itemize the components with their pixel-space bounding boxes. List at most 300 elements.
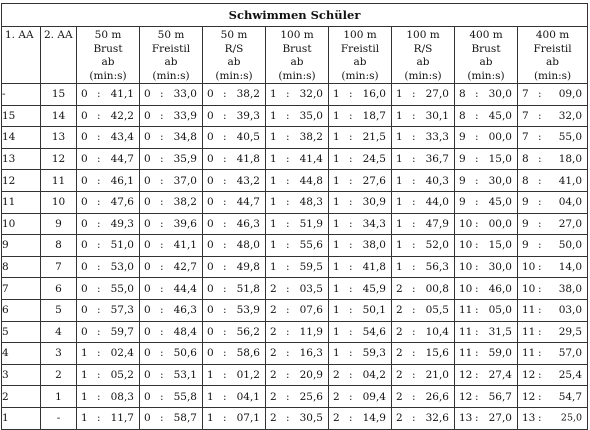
minutes-value: 7 (522, 131, 529, 144)
table-row (2, 148, 588, 170)
time-cell (392, 256, 455, 278)
second-aa-cell: 2 (41, 364, 77, 386)
minutes-value: 2 (396, 369, 403, 382)
seconds-value: 52,0 (425, 239, 449, 252)
minutes-value: 10 (522, 282, 536, 295)
minutes-value: 0 (144, 304, 151, 317)
minutes-value: 1 (333, 88, 340, 101)
seconds-value: 29,5 (558, 325, 583, 338)
time-cell (455, 127, 518, 149)
seconds-value: 42,2 (110, 109, 134, 122)
minutes-value: 0 (144, 261, 151, 274)
seconds-value: 36,7 (425, 153, 449, 166)
time-cell (266, 364, 329, 386)
seconds-value: 45,0 (488, 109, 512, 122)
minutes-value: 11 (522, 304, 536, 317)
time-cell (518, 256, 588, 278)
seconds-value: 16,3 (299, 347, 323, 360)
time-cell (518, 321, 588, 343)
seconds-value: 51,8 (236, 282, 260, 295)
time-separator: : (412, 174, 416, 187)
column-header-line: (min:s) (341, 69, 379, 82)
time-separator: : (412, 239, 416, 252)
time-separator: : (412, 347, 416, 360)
time-separator: : (97, 282, 101, 295)
column-header-line: 400 m (469, 29, 503, 41)
column-header (2, 27, 41, 84)
seconds-value: 10,4 (425, 325, 449, 338)
minutes-value: 9 (459, 153, 466, 166)
minutes-value: 1 (270, 153, 277, 166)
time-cell (455, 213, 518, 235)
time-cell (203, 84, 266, 106)
second-aa-cell: 8 (41, 235, 77, 257)
column-header-line: ab (101, 56, 115, 68)
minutes-value: 1 (81, 369, 88, 382)
time-cell (518, 364, 588, 386)
seconds-value: 43,4 (110, 131, 134, 144)
seconds-value: 57,0 (558, 347, 583, 360)
minutes-value: 10 (459, 261, 473, 274)
time-separator: : (412, 153, 416, 166)
seconds-value: 09,4 (362, 390, 386, 403)
minutes-value: 0 (144, 369, 151, 382)
time-cell (266, 407, 329, 429)
minutes-value: 1 (333, 217, 340, 230)
column-header-line: Brust (471, 42, 501, 55)
time-cell (77, 299, 140, 321)
first-aa-cell: 8 (2, 256, 41, 278)
column-header (455, 27, 518, 84)
minutes-value: 1 (333, 196, 340, 209)
minutes-value: 2 (270, 325, 277, 338)
time-cell (140, 256, 203, 278)
time-separator: : (286, 88, 290, 101)
column-header-line: R/S (413, 42, 433, 55)
table-row (2, 235, 588, 257)
time-separator: : (475, 131, 479, 144)
time-cell (392, 278, 455, 300)
minutes-value: 11 (522, 347, 536, 360)
column-header-line: 50 m (220, 29, 248, 41)
column-header-line: 1. AA (5, 29, 34, 41)
seconds-value: 25,6 (299, 390, 323, 403)
table-row (2, 299, 588, 321)
column-header-line: (min:s) (404, 69, 442, 82)
column-header-line: (min:s) (89, 69, 127, 82)
seconds-value: 48,0 (236, 239, 260, 252)
time-separator: : (538, 347, 542, 360)
time-cell (77, 343, 140, 365)
minutes-value: 0 (144, 196, 151, 209)
time-separator: : (349, 304, 353, 317)
seconds-value: 44,8 (299, 174, 323, 187)
seconds-value: 26,6 (425, 390, 449, 403)
seconds-value: 43,2 (236, 174, 260, 187)
minutes-value: 1 (333, 325, 340, 338)
time-separator: : (223, 196, 227, 209)
time-separator: : (538, 239, 542, 252)
first-aa-cell: 14 (2, 127, 41, 149)
time-separator: : (97, 217, 101, 230)
minutes-value: 2 (270, 390, 277, 403)
minutes-value: 0 (207, 239, 214, 252)
column-header-line: 100 m (406, 29, 440, 41)
minutes-value: 11 (459, 325, 473, 338)
column-header-line: (min:s) (152, 69, 190, 82)
minutes-value: 10 (522, 261, 536, 274)
time-separator: : (475, 369, 479, 382)
time-cell (266, 105, 329, 127)
time-cell (392, 343, 455, 365)
first-aa-cell: 6 (2, 299, 41, 321)
minutes-value: 2 (270, 412, 277, 425)
time-cell (203, 278, 266, 300)
time-separator: : (286, 174, 290, 187)
time-cell (392, 148, 455, 170)
column-header (203, 27, 266, 84)
minutes-value: 2 (333, 369, 340, 382)
seconds-value: 27,4 (488, 369, 512, 382)
minutes-value: 10 (459, 217, 473, 230)
time-separator: : (97, 196, 101, 209)
minutes-value: 1 (270, 239, 277, 252)
time-separator: : (160, 153, 164, 166)
minutes-value: 0 (144, 174, 151, 187)
seconds-value: 46,1 (110, 174, 134, 187)
seconds-value: 33,9 (173, 109, 197, 122)
column-header-line: ab (290, 56, 304, 68)
minutes-value: 1 (333, 131, 340, 144)
seconds-value: 55,6 (299, 239, 323, 252)
second-aa-cell: 7 (41, 256, 77, 278)
time-cell (77, 386, 140, 408)
minutes-value: 0 (81, 282, 88, 295)
minutes-value: 1 (270, 131, 277, 144)
seconds-value: 27,0 (488, 412, 512, 425)
time-cell (455, 386, 518, 408)
time-cell (77, 170, 140, 192)
time-cell (140, 386, 203, 408)
minutes-value: 11 (522, 325, 536, 338)
time-separator: : (97, 369, 101, 382)
seconds-value: 47,6 (110, 196, 134, 209)
minutes-value: 1 (333, 153, 340, 166)
minutes-value: 0 (81, 174, 88, 187)
second-aa-cell: 11 (41, 170, 77, 192)
seconds-value: 07,6 (299, 304, 323, 317)
time-cell (518, 84, 588, 106)
column-header (266, 27, 329, 84)
time-cell (203, 213, 266, 235)
minutes-value: 0 (81, 239, 88, 252)
time-separator: : (475, 412, 479, 425)
time-separator: : (286, 390, 290, 403)
seconds-value: 32,0 (558, 109, 583, 122)
time-separator: : (223, 390, 227, 403)
time-separator: : (97, 109, 101, 122)
seconds-value: 25,4 (558, 369, 583, 382)
seconds-value: 15,6 (425, 347, 449, 360)
minutes-value: 2 (333, 412, 340, 425)
seconds-value: 21,0 (425, 369, 449, 382)
time-cell (455, 321, 518, 343)
time-cell (392, 105, 455, 127)
seconds-value: 41,0 (558, 174, 583, 187)
time-separator: : (349, 412, 353, 425)
time-cell (392, 407, 455, 429)
seconds-value: 11,9 (299, 325, 323, 338)
time-separator: : (223, 239, 227, 252)
column-header-line: 50 m (94, 29, 122, 41)
time-cell (203, 148, 266, 170)
seconds-value: 32,6 (425, 412, 449, 425)
time-separator: : (412, 390, 416, 403)
time-cell (266, 299, 329, 321)
time-separator: : (97, 153, 101, 166)
column-header-line: ab (546, 56, 560, 68)
minutes-value: 1 (333, 174, 340, 187)
time-separator: : (97, 174, 101, 187)
time-separator: : (223, 174, 227, 187)
time-separator: : (286, 347, 290, 360)
seconds-value: 40,5 (236, 131, 260, 144)
seconds-value: 32,0 (299, 88, 323, 101)
seconds-value: 27,6 (362, 174, 386, 187)
time-separator: : (97, 261, 101, 274)
time-cell (392, 321, 455, 343)
minutes-value: 0 (81, 88, 88, 101)
time-cell (203, 105, 266, 127)
time-cell (329, 364, 392, 386)
time-cell (203, 235, 266, 257)
time-cell (392, 386, 455, 408)
header-row (2, 27, 588, 84)
time-cell (329, 343, 392, 365)
seconds-value: 18,0 (558, 153, 583, 166)
second-aa-cell: 3 (41, 343, 77, 365)
time-cell (203, 127, 266, 149)
minutes-value: 10 (459, 239, 473, 252)
seconds-value: 39,3 (236, 109, 260, 122)
minutes-value: 1 (396, 153, 403, 166)
time-cell (329, 407, 392, 429)
seconds-value: 00,0 (488, 217, 512, 230)
time-cell (329, 170, 392, 192)
time-cell (203, 407, 266, 429)
first-aa-cell: 15 (2, 105, 41, 127)
minutes-value: 1 (333, 239, 340, 252)
time-cell (77, 235, 140, 257)
minutes-value: 0 (81, 109, 88, 122)
minutes-value: 1 (81, 412, 88, 425)
minutes-value: 11 (459, 347, 473, 360)
time-separator: : (538, 304, 542, 317)
time-cell (266, 127, 329, 149)
time-cell (203, 299, 266, 321)
time-cell (455, 191, 518, 213)
minutes-value: 2 (396, 325, 403, 338)
seconds-value: 27,0 (425, 88, 449, 101)
time-separator: : (286, 131, 290, 144)
minutes-value: 1 (207, 390, 214, 403)
minutes-value: 0 (207, 325, 214, 338)
minutes-value: 0 (207, 109, 214, 122)
seconds-value: 30,1 (425, 109, 449, 122)
column-header-line: 100 m (280, 29, 314, 41)
time-separator: : (97, 325, 101, 338)
time-separator: : (475, 261, 479, 274)
seconds-value: 49,3 (110, 217, 134, 230)
table-row (2, 343, 588, 365)
seconds-value: 16,0 (362, 88, 386, 101)
seconds-value: 38,0 (362, 239, 386, 252)
time-cell (329, 84, 392, 106)
column-header-line: ab (164, 56, 178, 68)
minutes-value: 8 (522, 153, 529, 166)
minutes-value: 1 (333, 261, 340, 274)
time-cell (203, 321, 266, 343)
time-cell (77, 105, 140, 127)
time-cell (266, 386, 329, 408)
minutes-value: 1 (333, 304, 340, 317)
time-separator: : (538, 217, 542, 230)
time-cell (518, 299, 588, 321)
time-cell (392, 170, 455, 192)
time-cell (203, 191, 266, 213)
table-row (2, 191, 588, 213)
time-separator: : (160, 196, 164, 209)
time-cell (77, 364, 140, 386)
seconds-value: 34,8 (173, 131, 197, 144)
time-separator: : (412, 88, 416, 101)
minutes-value: 0 (207, 88, 214, 101)
time-separator: : (475, 282, 479, 295)
time-separator: : (160, 239, 164, 252)
seconds-value: 56,7 (488, 390, 512, 403)
minutes-value: 8 (522, 174, 529, 187)
minutes-value: 1 (333, 282, 340, 295)
time-cell (455, 235, 518, 257)
seconds-value: 30,0 (488, 174, 512, 187)
time-separator: : (97, 390, 101, 403)
seconds-value: 57,3 (110, 304, 134, 317)
time-separator: : (412, 282, 416, 295)
time-cell (266, 191, 329, 213)
minutes-value: 9 (522, 239, 529, 252)
minutes-value: 2 (333, 390, 340, 403)
time-cell (77, 127, 140, 149)
seconds-value: 05,2 (110, 369, 134, 382)
table-row (2, 127, 588, 149)
time-separator: : (160, 369, 164, 382)
time-separator: : (160, 109, 164, 122)
column-header (77, 27, 140, 84)
time-separator: : (223, 109, 227, 122)
time-cell (455, 170, 518, 192)
time-cell (518, 407, 588, 429)
time-cell (392, 299, 455, 321)
time-separator: : (97, 88, 101, 101)
seconds-value: 30,5 (299, 412, 323, 425)
time-separator: : (412, 304, 416, 317)
minutes-value: 9 (522, 217, 529, 230)
time-separator: : (349, 261, 353, 274)
minutes-value: 1 (270, 217, 277, 230)
minutes-value: 2 (270, 369, 277, 382)
seconds-value: 38,2 (299, 131, 323, 144)
seconds-value: 37,0 (173, 174, 197, 187)
minutes-value: 12 (522, 369, 536, 382)
seconds-value: 38,2 (236, 88, 260, 101)
seconds-value: 09,0 (558, 88, 583, 101)
seconds-value: 39,6 (173, 217, 197, 230)
seconds-value: 46,3 (173, 304, 197, 317)
time-cell (266, 170, 329, 192)
time-cell (77, 213, 140, 235)
second-aa-cell: 5 (41, 299, 77, 321)
time-cell (203, 256, 266, 278)
seconds-value: 01,2 (236, 369, 260, 382)
minutes-value: 1 (396, 239, 403, 252)
minutes-value: 10 (459, 282, 473, 295)
minutes-value: 8 (459, 109, 466, 122)
column-header (518, 27, 588, 84)
minutes-value: 2 (396, 390, 403, 403)
time-separator: : (475, 196, 479, 209)
time-cell (77, 191, 140, 213)
seconds-value: 55,8 (173, 390, 197, 403)
seconds-value: 04,2 (362, 369, 386, 382)
time-cell (140, 278, 203, 300)
time-separator: : (223, 347, 227, 360)
time-separator: : (97, 304, 101, 317)
seconds-value: 04,1 (236, 390, 260, 403)
time-cell (140, 299, 203, 321)
table-row (2, 256, 588, 278)
seconds-value: 41,8 (362, 261, 386, 274)
time-cell (329, 127, 392, 149)
column-header-line: (min:s) (278, 69, 316, 82)
time-cell (266, 84, 329, 106)
minutes-value: 13 (522, 412, 536, 425)
minutes-value: 1 (396, 261, 403, 274)
second-aa-cell: 6 (41, 278, 77, 300)
time-separator: : (223, 369, 227, 382)
minutes-value: 0 (81, 196, 88, 209)
seconds-value: 47,9 (425, 217, 449, 230)
time-separator: : (160, 304, 164, 317)
time-cell (140, 148, 203, 170)
seconds-value: 56,3 (425, 261, 449, 274)
table-body (2, 84, 588, 430)
first-aa-cell: - (2, 84, 41, 106)
seconds-value: 14,9 (362, 412, 386, 425)
minutes-value: 12 (459, 390, 473, 403)
time-cell (329, 321, 392, 343)
seconds-value: 40,3 (425, 174, 449, 187)
minutes-value: 0 (144, 109, 151, 122)
seconds-value: 30,9 (362, 196, 386, 209)
seconds-value: 18,7 (362, 109, 386, 122)
seconds-value: 53,9 (236, 304, 260, 317)
time-separator: : (160, 390, 164, 403)
seconds-value: 50,6 (173, 347, 197, 360)
time-cell (455, 148, 518, 170)
table-row (2, 170, 588, 192)
minutes-value: 0 (207, 153, 214, 166)
first-aa-cell: 7 (2, 278, 41, 300)
